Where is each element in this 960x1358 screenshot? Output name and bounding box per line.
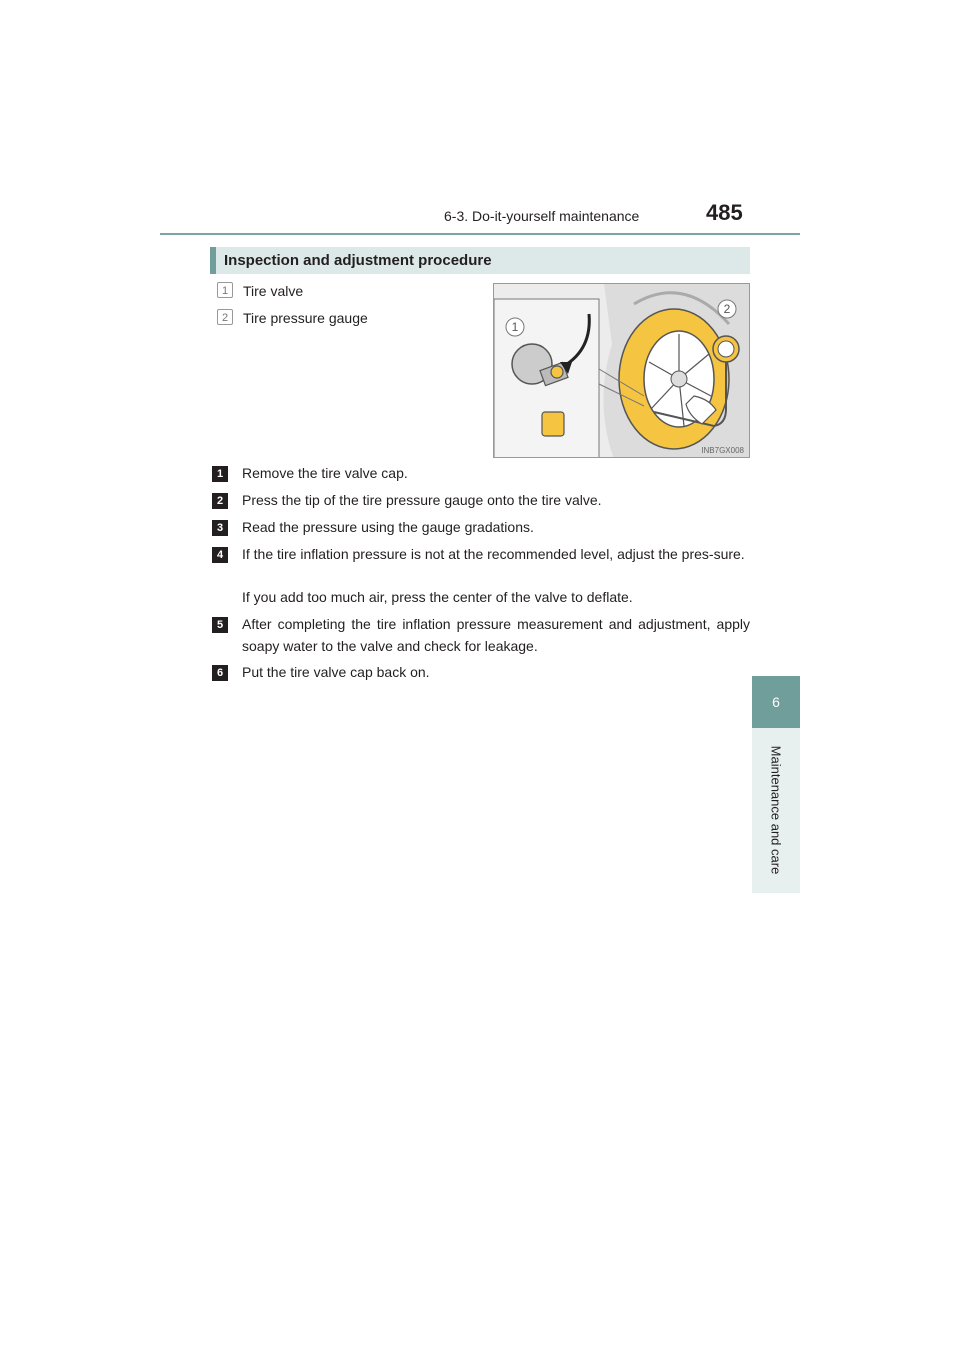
step-badge-2: 2	[212, 493, 228, 509]
step-text-5: After completing the tire inflation pressure measurement and adjustment, apply soapy water to the valve and check for leakage.	[242, 616, 750, 654]
step-badge-3: 3	[212, 520, 228, 536]
section-title: 6-3. Do-it-yourself maintenance	[444, 208, 640, 224]
step-text-4: If the tire inflation pressure is not at the recommended level, adjust the pres-sure.	[242, 546, 745, 562]
step-text-6: Put the tire valve cap back on.	[242, 664, 430, 680]
page-number: 485	[706, 200, 743, 225]
legend-number-1: 1	[217, 282, 233, 298]
tire-gauge-illustration	[494, 284, 750, 458]
legend-label-2: Tire pressure gauge	[243, 310, 368, 326]
step-text-3: Read the pressure using the gauge gradations.	[242, 519, 534, 535]
step-text-2: Press the tip of the tire pressure gauge onto the tire valve.	[242, 492, 602, 508]
header-divider	[160, 233, 800, 235]
legend-number-2: 2	[217, 309, 233, 325]
chapter-number-tab: 6	[752, 676, 800, 728]
figure-code: INB7GX008	[701, 446, 744, 455]
section-heading: Inspection and adjustment procedure	[210, 247, 750, 274]
step-text-1: Remove the tire valve cap.	[242, 465, 408, 481]
tire-illustration	[493, 283, 750, 458]
callout-1: 1	[511, 320, 519, 334]
valve-cap-icon	[542, 412, 564, 436]
step-badge-6: 6	[212, 665, 228, 681]
step-badge-4: 4	[212, 547, 228, 563]
step-note-4: If you add too much air, press the center of the valve to deflate.	[242, 589, 633, 605]
legend-label-1: Tire valve	[243, 283, 304, 299]
step-badge-5: 5	[212, 617, 228, 633]
valve-icon	[551, 366, 563, 378]
step-badge-1: 1	[212, 466, 228, 482]
callout-2: 2	[723, 302, 731, 316]
chapter-title: Maintenance and care	[768, 745, 784, 875]
